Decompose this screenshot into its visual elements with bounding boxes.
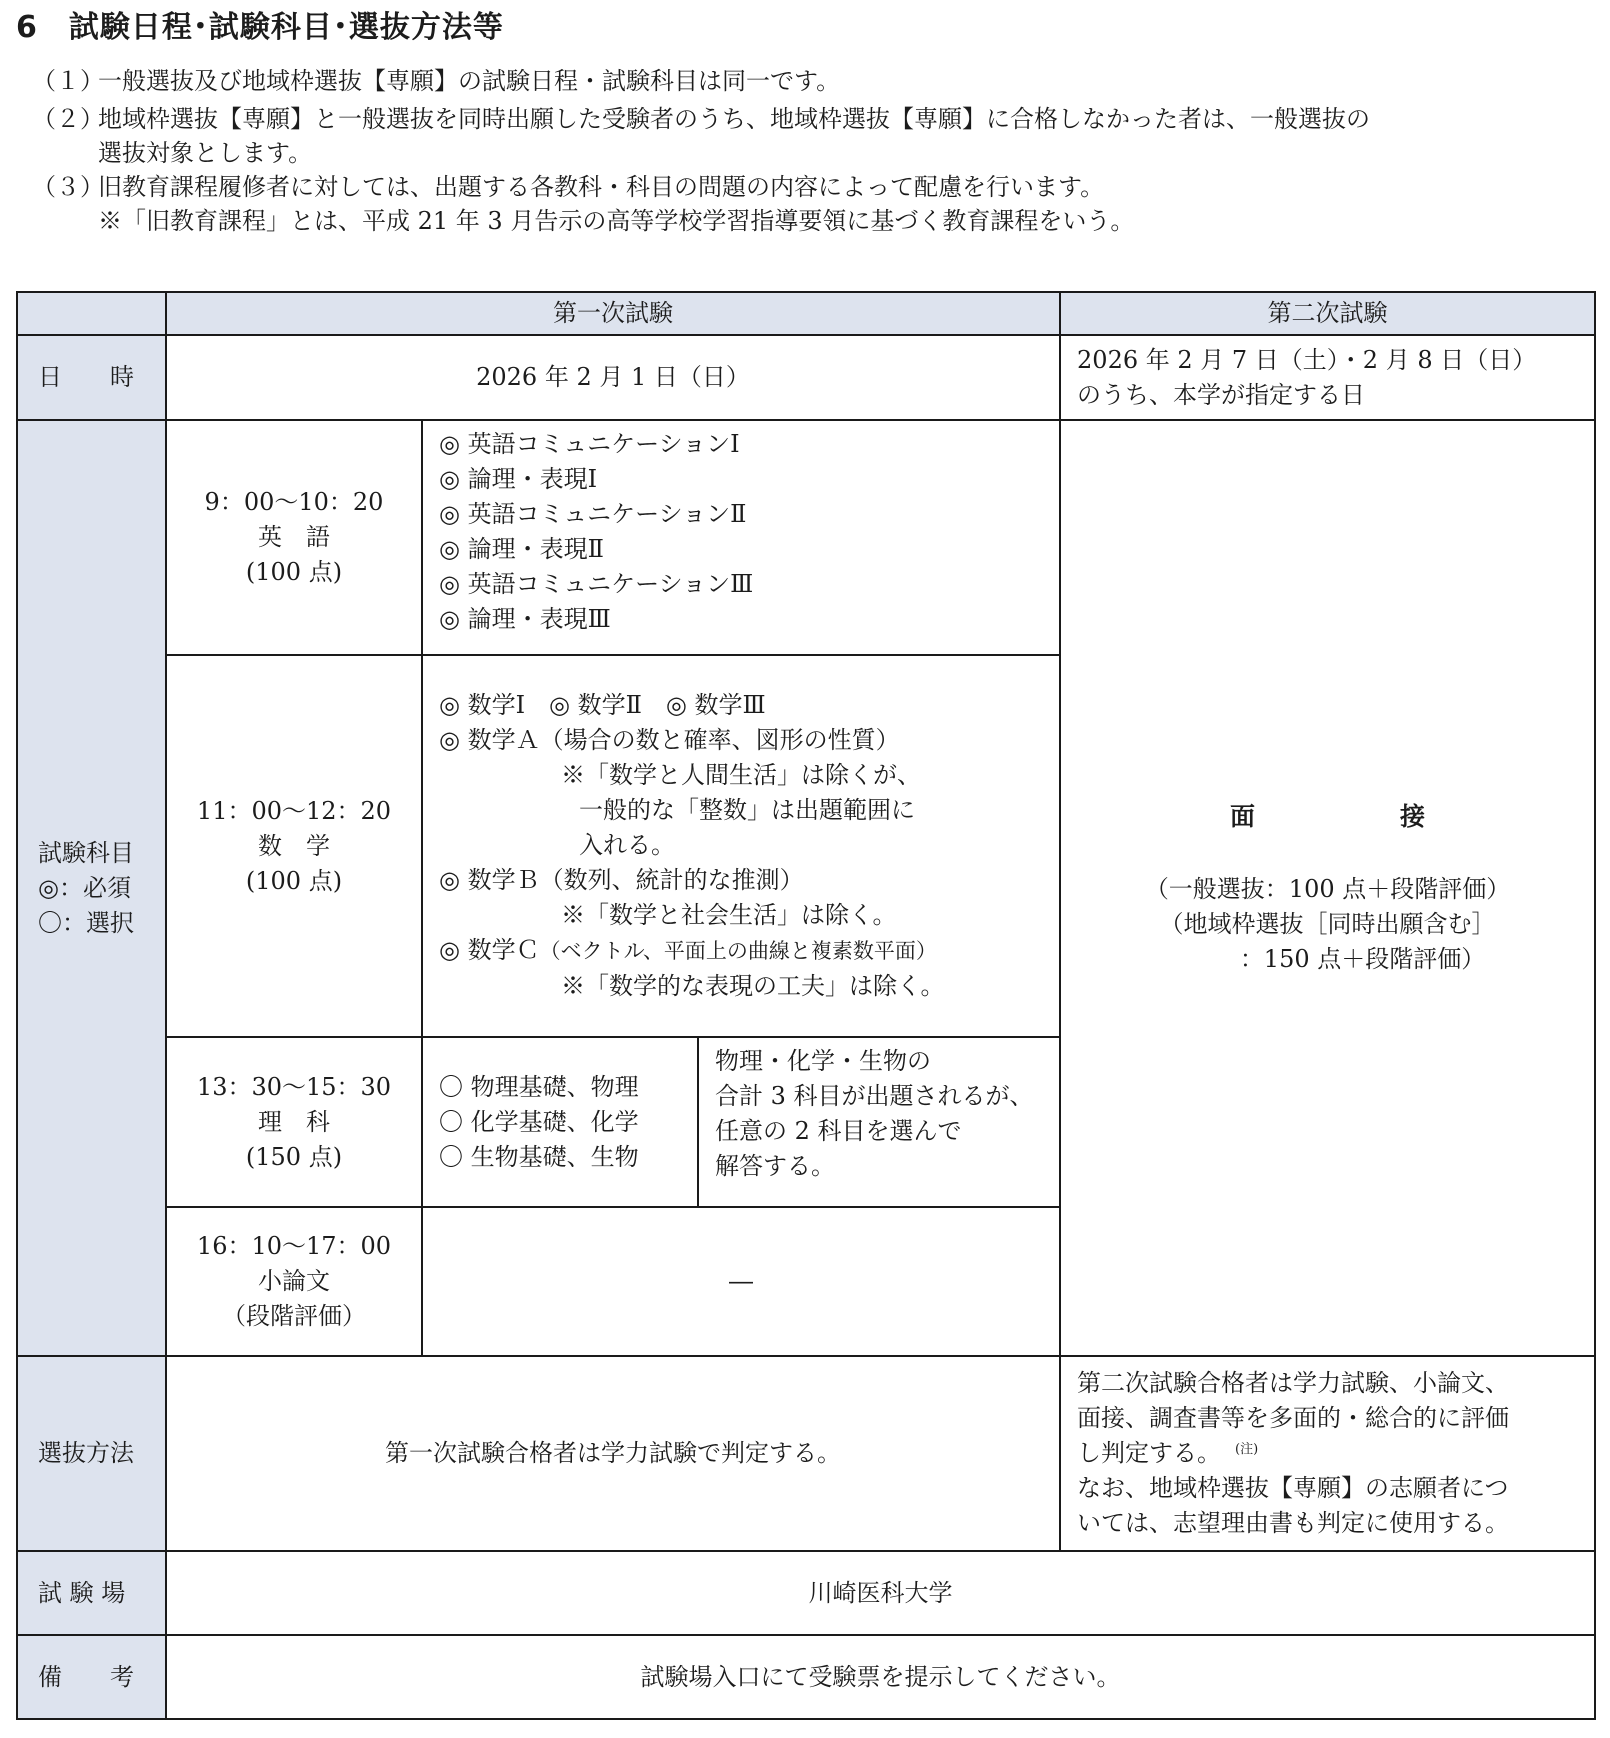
note-number: （２） (32, 105, 104, 133)
subject-note: ※「数学的な表現の工夫」は除く。 (561, 972, 945, 1000)
interview-regional-points: ：150 点＋段階評価） (1239, 945, 1486, 973)
second-exam-header: 第二次試験 (1060, 292, 1595, 335)
subjects-label-cell (17, 420, 166, 1356)
interview-title: 面 接 (1230, 802, 1486, 831)
subject-note: 一般的な「整数」は出題範囲に (579, 796, 915, 824)
footnote-marker: (注) (1235, 1442, 1259, 1457)
second-exam-method (1060, 1356, 1595, 1551)
english-row (17, 420, 1595, 655)
subject-item: ◎ 数学Ｂ（数列、統計的な推測） (439, 866, 804, 894)
remarks-label: 備 考 (38, 1662, 134, 1691)
session-time: 13：30〜15：30 (196, 1072, 392, 1101)
session-time: 16：10〜17：00 (196, 1232, 392, 1260)
session-points: (100 点) (245, 558, 343, 586)
math-subjects (422, 655, 1060, 1037)
science-session (166, 1037, 422, 1207)
subjects-label: 試験科目 (38, 838, 134, 867)
method-line: 面接、調査書等を多面的・総合的に評価 (1077, 1404, 1510, 1432)
subject-note: 入れる。 (579, 831, 675, 859)
first-exam-header: 第一次試験 (166, 292, 1060, 335)
subject-item (439, 933, 1043, 969)
elective-legend: 〇：選択 (38, 908, 134, 937)
science-note-line: 解答する。 (715, 1152, 835, 1180)
science-note (698, 1037, 1060, 1207)
method-line: 第二次試験合格者は学力試験、小論文、 (1077, 1369, 1510, 1397)
subject-item: ◎ 英語コミュニケーションⅠ (439, 430, 740, 458)
notes-list (32, 64, 1582, 242)
note-text: 一般選抜及び地域枠選抜【専願】の試験日程・試験科目は同一です。 (98, 67, 841, 95)
note-1 (32, 64, 1582, 98)
science-note-line: 合計 3 科目が出題されるが、 (715, 1082, 1034, 1110)
date-row (17, 335, 1595, 420)
header-row (17, 292, 1595, 335)
subject-item: ◎ 数学Ⅰ ◎ 数学Ⅱ ◎ 数学Ⅲ (439, 691, 766, 719)
note-text: 旧教育課程履修者に対しては、出題する各教科・科目の問題の内容によって配慮を行います。 (98, 173, 1105, 201)
session-points: (150 点) (245, 1142, 343, 1171)
method-label: 選抜方法 (38, 1439, 134, 1467)
venue-value: 川崎医科大学 (166, 1551, 1595, 1635)
exam-schedule-table (16, 291, 1596, 1720)
subject-scope: （ベクトル、平面上の曲線と複素数平面） (539, 939, 937, 963)
note-number: （３） (32, 173, 104, 201)
subject-note: ※「数学と人間生活」は除くが、 (561, 761, 921, 789)
date-label: 日 時 (38, 363, 134, 391)
first-exam-method: 第一次試験合格者は学力試験で判定する。 (166, 1356, 1060, 1551)
corner-cell (17, 292, 166, 335)
math-session (166, 655, 422, 1037)
subject-item: 〇 生物基礎、生物 (439, 1142, 639, 1171)
section-title: 6 試験日程･試験科目･選抜方法等 (16, 10, 504, 45)
subject-item: ◎ 論理・表現Ⅲ (439, 605, 611, 633)
note-3 (32, 170, 1582, 238)
subject-item: ◎ 英語コミュニケーションⅡ (439, 500, 747, 528)
subject-item: ◎ 論理・表現Ⅰ (439, 465, 598, 493)
interview-general-points: （一般選抜：100 点＋段階評価） (1144, 875, 1511, 903)
first-exam-date: 2026 年 2 月 1 日（日） (166, 335, 1060, 420)
session-subject: 理 科 (258, 1107, 330, 1136)
session-points: （段階評価） (222, 1302, 366, 1330)
subject-item: ◎ 数学Ａ（場合の数と確率、図形の性質） (439, 726, 900, 754)
session-time: 11：00〜12：20 (196, 796, 392, 825)
subject-item: ◎ 論理・表現Ⅱ (439, 535, 604, 563)
second-date-line: 2026 年 2 月 7 日（土）・2 月 8 日（日） (1077, 345, 1537, 374)
science-subjects (422, 1037, 698, 1207)
subject-note: ※「数学と社会生活」は除く。 (561, 901, 897, 929)
science-note-line: 任意の 2 科目を選んで (715, 1117, 962, 1145)
note-2 (32, 102, 1582, 170)
science-note-line: 物理・化学・生物の (715, 1047, 931, 1075)
required-legend: ◎：必須 (38, 873, 131, 902)
note-subtext: ※「旧教育課程」とは、平成 21 年 3 月告示の高等学校学習指導要領に基づく教育課程をいう。 (98, 207, 1135, 235)
english-subjects (422, 420, 1060, 655)
subject-item: 〇 化学基礎、化学 (439, 1107, 639, 1136)
second-date-note: のうち、本学が指定する日 (1077, 380, 1366, 409)
session-subject: 小論文 (258, 1267, 330, 1295)
essay-content: ― (422, 1207, 1060, 1356)
method-line: いては、志望理由書も判定に使用する。 (1077, 1509, 1510, 1537)
subject-name: ◎ 数学Ｃ (439, 936, 540, 964)
method-line (1077, 1436, 1578, 1471)
session-subject: 英 語 (258, 523, 330, 551)
note-text: 地域枠選抜【専願】と一般選抜を同時出願した受験者のうち、地域枠選抜【専願】に合格しなかった者は、一般選抜の (98, 105, 1370, 133)
remarks-value: 試験場入口にて受験票を提示してください。 (166, 1635, 1595, 1719)
session-points: (100 点) (245, 866, 343, 895)
session-time: 9：00〜10：20 (204, 488, 384, 516)
interview-regional-label: （地域枠選抜［同時出願含む］ (1159, 910, 1496, 938)
essay-session (166, 1207, 422, 1356)
note-text: 選抜対象とします。 (98, 139, 313, 167)
method-row (17, 1356, 1595, 1551)
method-line: なお、地域枠選抜【専願】の志願者につ (1077, 1474, 1509, 1502)
second-exam-date (1060, 335, 1595, 420)
method-text: し判定する。 (1077, 1439, 1222, 1467)
english-session (166, 420, 422, 655)
note-number: （１） (32, 67, 104, 95)
interview-cell (1060, 420, 1595, 1356)
venue-label: 試 験 場 (38, 1578, 126, 1607)
subject-item: ◎ 英語コミュニケーションⅢ (439, 570, 754, 598)
venue-row (17, 1551, 1595, 1635)
subject-item: 〇 物理基礎、物理 (439, 1072, 639, 1101)
session-subject: 数 学 (258, 831, 330, 860)
remarks-row (17, 1635, 1595, 1719)
